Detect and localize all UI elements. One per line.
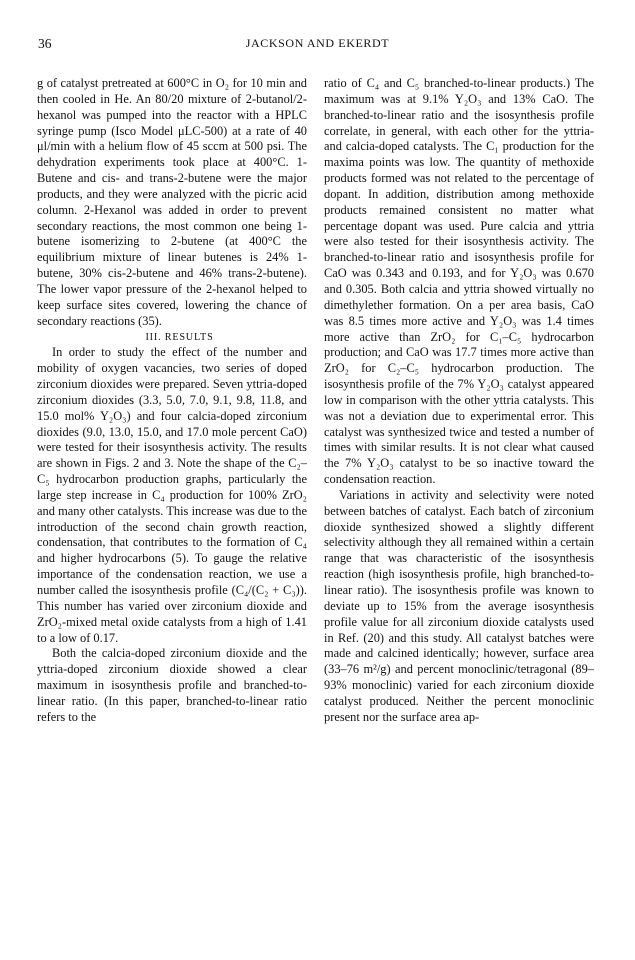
paragraph: In order to study the effect of the number and mobility of oxygen vacancies, two series of doped zirconium dioxides were prepared. Seven yttria-doped zirconium dioxides (3.3, 5.0, 7.0, 9.1, 9.8, 11.8, and 15.0 mol% Y₂O₃) and four calcia-doped zirconium dioxides (9.0, 13.0, 15.0, and 17.0 mole percent CaO) were tested for their isosynthesis activity. The results are shown in Figs. 2 and 3. Note the shape of the C₂–C₅ hydrocarbon production graphs, particularly the large step increase in C₄ production for 100% ZrO₂ and many other catalysts. This increase was due to the introduction of the second chain growth reaction, condensation, that contributes to the formation of C₄ and higher hydrocarbons (5). To gauge the relative importance of the condensation reaction, we use a number called the isosynthesis profile (C₄/(C₂ + C₃)). This number has varied over zirconium dioxide and ZrO₂-mixed metal oxide catalysts from a high of 1.41 to a low of 0.17. xyxy=(37,345,307,645)
page-header xyxy=(38,36,597,58)
paragraph: g of catalyst pretreated at 600°C in O₂ for 10 min and then cooled in He. An 80/20 mixture of 2-butanol/2-hexanol was pumped into the reactor with a HPLC syringe pump (Isco Model μLC-500) at a rate of 40 μl/min with a helium flow of 45 sccm at 500 psi. The dehydration experiments took place at 400°C. 1-Butene and cis- and trans-2-butene were the major products, and they were analyzed with the picric acid column. 2-Hexanol was added in order to prevent secondary reactions, the most common one being 1-butene isomerizing to 2-butene (at 400°C the equilibrium mixture of linear butenes is 24% 1-butene, 30% cis-2-butene and 46% trans-2-butene). The lower vapor pressure of the 2-hexanol helped to keep surface sites covered, lowering the chance of secondary reactions (35). xyxy=(37,76,307,328)
section-heading: III. RESULTS xyxy=(145,331,214,343)
running-head: JACKSON AND EKERDT xyxy=(245,36,390,50)
paragraph: Both the calcia-doped zirconium dioxide and the yttria-doped zirconium dioxide showed a clear maximum in isosynthesis profile and branched-to-linear ratio. (In this paper, branched-to-linear ratio refers to the xyxy=(37,646,307,724)
left-column xyxy=(37,76,307,726)
paragraph: ratio of C₄ and C₅ branched-to-linear products.) The maximum was at 9.1% Y₂O₃ and 13% CaO. The branched-to-linear ratio and the isosynthesis profile correlate, in general, with each other for the yttria- and calcia-doped catalysts. The C₁ production for the maxima points was low. The quantity of methoxide products formed was not related to the percentage of dopant. In addition, distribution among methoxide products remained consistent no matter what percentage dopant was used. Pure calcia and yttria were also tested for their isosynthesis activity. The branched-to-linear ratio and isosynthesis profile for CaO was 0.343 and 0.193, and for Y₂O₃ was 0.670 and 0.305. Both calcia and yttria showed virtually no dimethylether formation. On a per area basis, CaO was 8.5 times more active and Y₂O₃ was 1.4 times more active than ZrO₂ for C₁–C₅ hydrocarbon production; and CaO was 17.7 times more active than ZrO₂ for C₂–C₅ hydrocarbon production. The isosynthesis profile of the 7% Y₂O₃ catalyst appeared low in comparison with the other yttria catalysts. This was not a deviation due to experimental error. This catalyst was synthesized twice and tested a number of times with similar results. It is not clear what caused the 7% Y₂O₃ catalyst to be so inactive toward the condensation reaction. xyxy=(324,76,594,487)
page-number: 36 xyxy=(38,36,52,51)
paragraph: Variations in activity and selectivity were noted between batches of catalyst. Each batch of zirconium dioxide synthesized showed a slightly different selectivity although they all remained within a certain range that was characteristic of the isosynthesis reaction (high isosynthesis profile, high branched-to-linear ratio). The isosynthesis profile was known to deviate up to 15% from the average isosynthesis profile value for all zirconium dioxide catalysts used in Ref. (20) and this study. All catalyst batches were made and calcined identically; however, surface area (33–76 m²/g) and percent monoclinic/tetragonal (89–93% monoclinic) varied for each zirconium dioxide catalyst produced. Neither the percent monoclinic present nor the surface area ap- xyxy=(324,487,594,724)
right-column xyxy=(324,76,594,726)
